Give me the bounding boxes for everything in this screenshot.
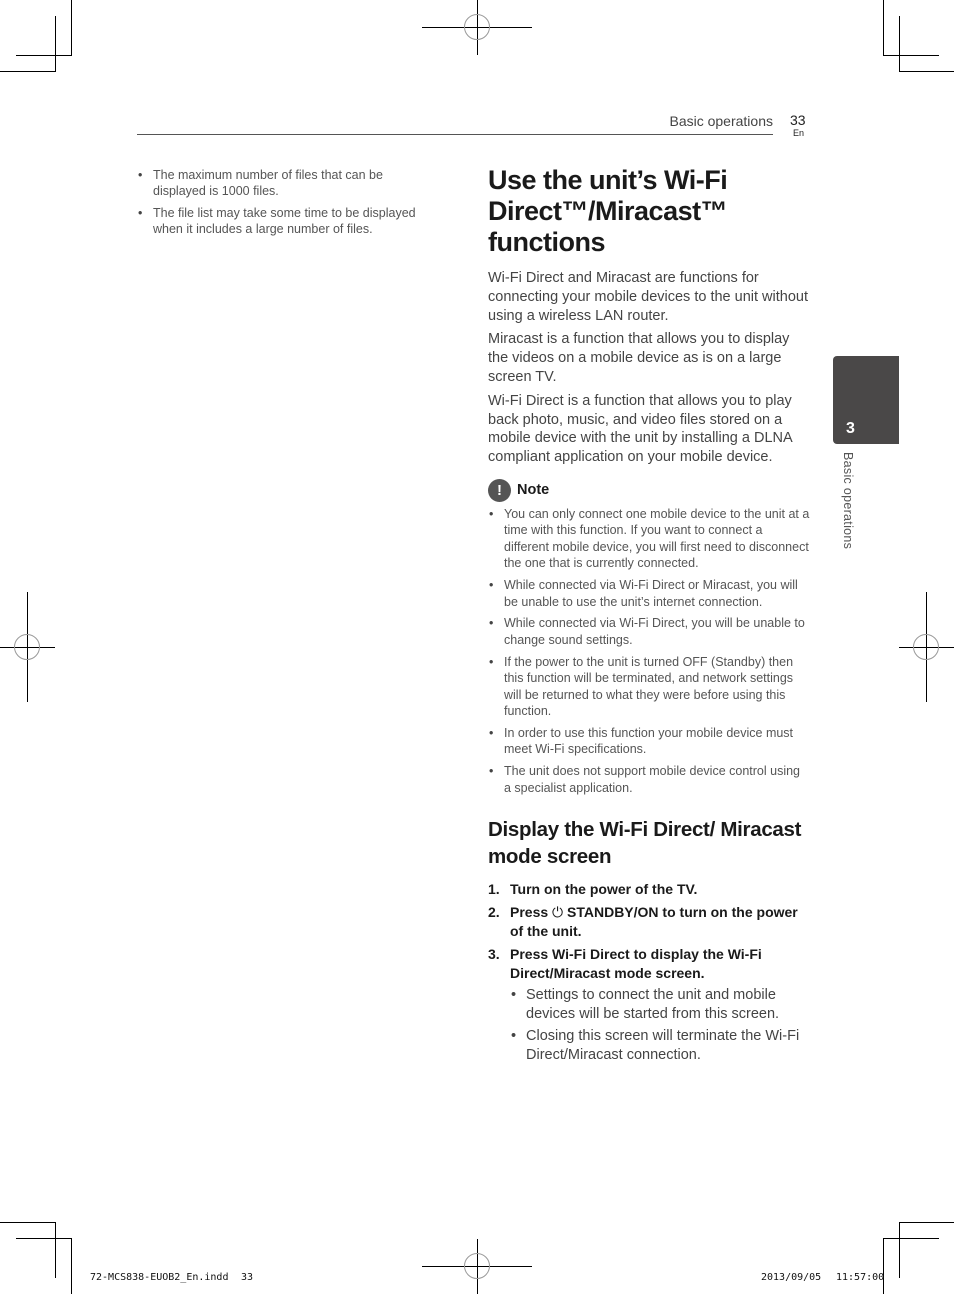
- chapter-label: Basic operations: [841, 452, 855, 550]
- note-heading: [488, 479, 810, 502]
- list-item: • The maximum number of files that can be displayed is 1000 files.: [137, 167, 437, 199]
- step-number: 3.: [488, 946, 500, 963]
- exclamation-icon: !: [488, 479, 511, 502]
- step-text: STANDBY/ON to turn on the power of the unit.: [510, 904, 798, 939]
- list-item: • If the power to the unit is turned OFF (Standby) then this function will be terminated, and network settings will be returned to what they were before using this function.: [488, 654, 810, 720]
- miracast-paragraph: Miracast is a function that allows you to display the videos on a mobile device as is on a large screen TV.: [488, 331, 790, 385]
- step-number: 1.: [488, 880, 500, 897]
- list-item: • The unit does not support mobile device control using a specialist application.: [488, 763, 810, 796]
- wifi-direct-paragraph: Wi-Fi Direct is a function that allows you to play back photo, music, and video files stored on a mobile device with the unit by installing a DLNA compliant application on your mobile device.: [488, 392, 792, 466]
- intro-paragraph: Wi-Fi Direct and Miracast are functions for connecting your mobile devices to the unit without using a wireless LAN router.: [488, 270, 808, 324]
- list-item: • Settings to connect the unit and mobile devices will be started from this screen.: [510, 986, 810, 1023]
- list-item: • You can only connect one mobile device to the unit at a time with this function. If you want to connect a different mobile device, you will first need to disconnect the one that is currently connected.: [488, 506, 810, 572]
- step-item: [488, 880, 810, 899]
- chapter-tab: [833, 356, 899, 444]
- header-section-title: Basic operations: [669, 113, 773, 129]
- step-item: [488, 945, 810, 1064]
- list-item: • In order to use this function your mobile device must meet Wi-Fi specifications.: [488, 725, 810, 758]
- step-text: Press: [510, 904, 553, 921]
- note-list: [488, 506, 810, 796]
- file-notes-list: [137, 167, 437, 237]
- left-column: [137, 167, 437, 243]
- step-3-notes: [510, 986, 810, 1064]
- note-label: Note: [517, 482, 550, 499]
- step-item: [488, 903, 810, 940]
- slug-filename: 72-MCS838-EUOB2_En.indd: [90, 1272, 229, 1283]
- page-title: Use the unit’s Wi-Fi Direct™/Miracast™ functions: [488, 165, 728, 257]
- chapter-number: 3: [846, 420, 855, 437]
- header-rule: [137, 134, 773, 135]
- list-item: • While connected via Wi-Fi Direct, you will be unable to change sound settings.: [488, 615, 810, 648]
- language-code: En: [793, 128, 805, 138]
- page-number: 33: [790, 112, 806, 128]
- list-item: • Closing this screen will terminate the Wi-Fi Direct/Miracast connection.: [510, 1027, 810, 1064]
- steps-list: [488, 880, 810, 1065]
- step-text: Turn on the power of the TV.: [510, 880, 698, 897]
- slug-time: 11:57:00: [836, 1272, 885, 1283]
- step-text: Press Wi-Fi Direct to display the Wi-Fi Direct/Miracast mode screen.: [510, 946, 762, 981]
- power-icon: ⏻: [552, 904, 564, 921]
- slug-page: 33: [241, 1272, 254, 1283]
- section-heading: Display the Wi-Fi Direct/ Miracast mode screen: [488, 817, 802, 868]
- step-number: 2.: [488, 904, 500, 921]
- list-item: • The file list may take some time to be displayed when it includes a large number of files.: [137, 205, 437, 237]
- list-item: • While connected via Wi-Fi Direct or Miracast, you will be unable to use the unit’s internet connection.: [488, 577, 810, 610]
- main-content: [488, 165, 810, 1069]
- slug-date: 2013/09/05: [761, 1272, 822, 1283]
